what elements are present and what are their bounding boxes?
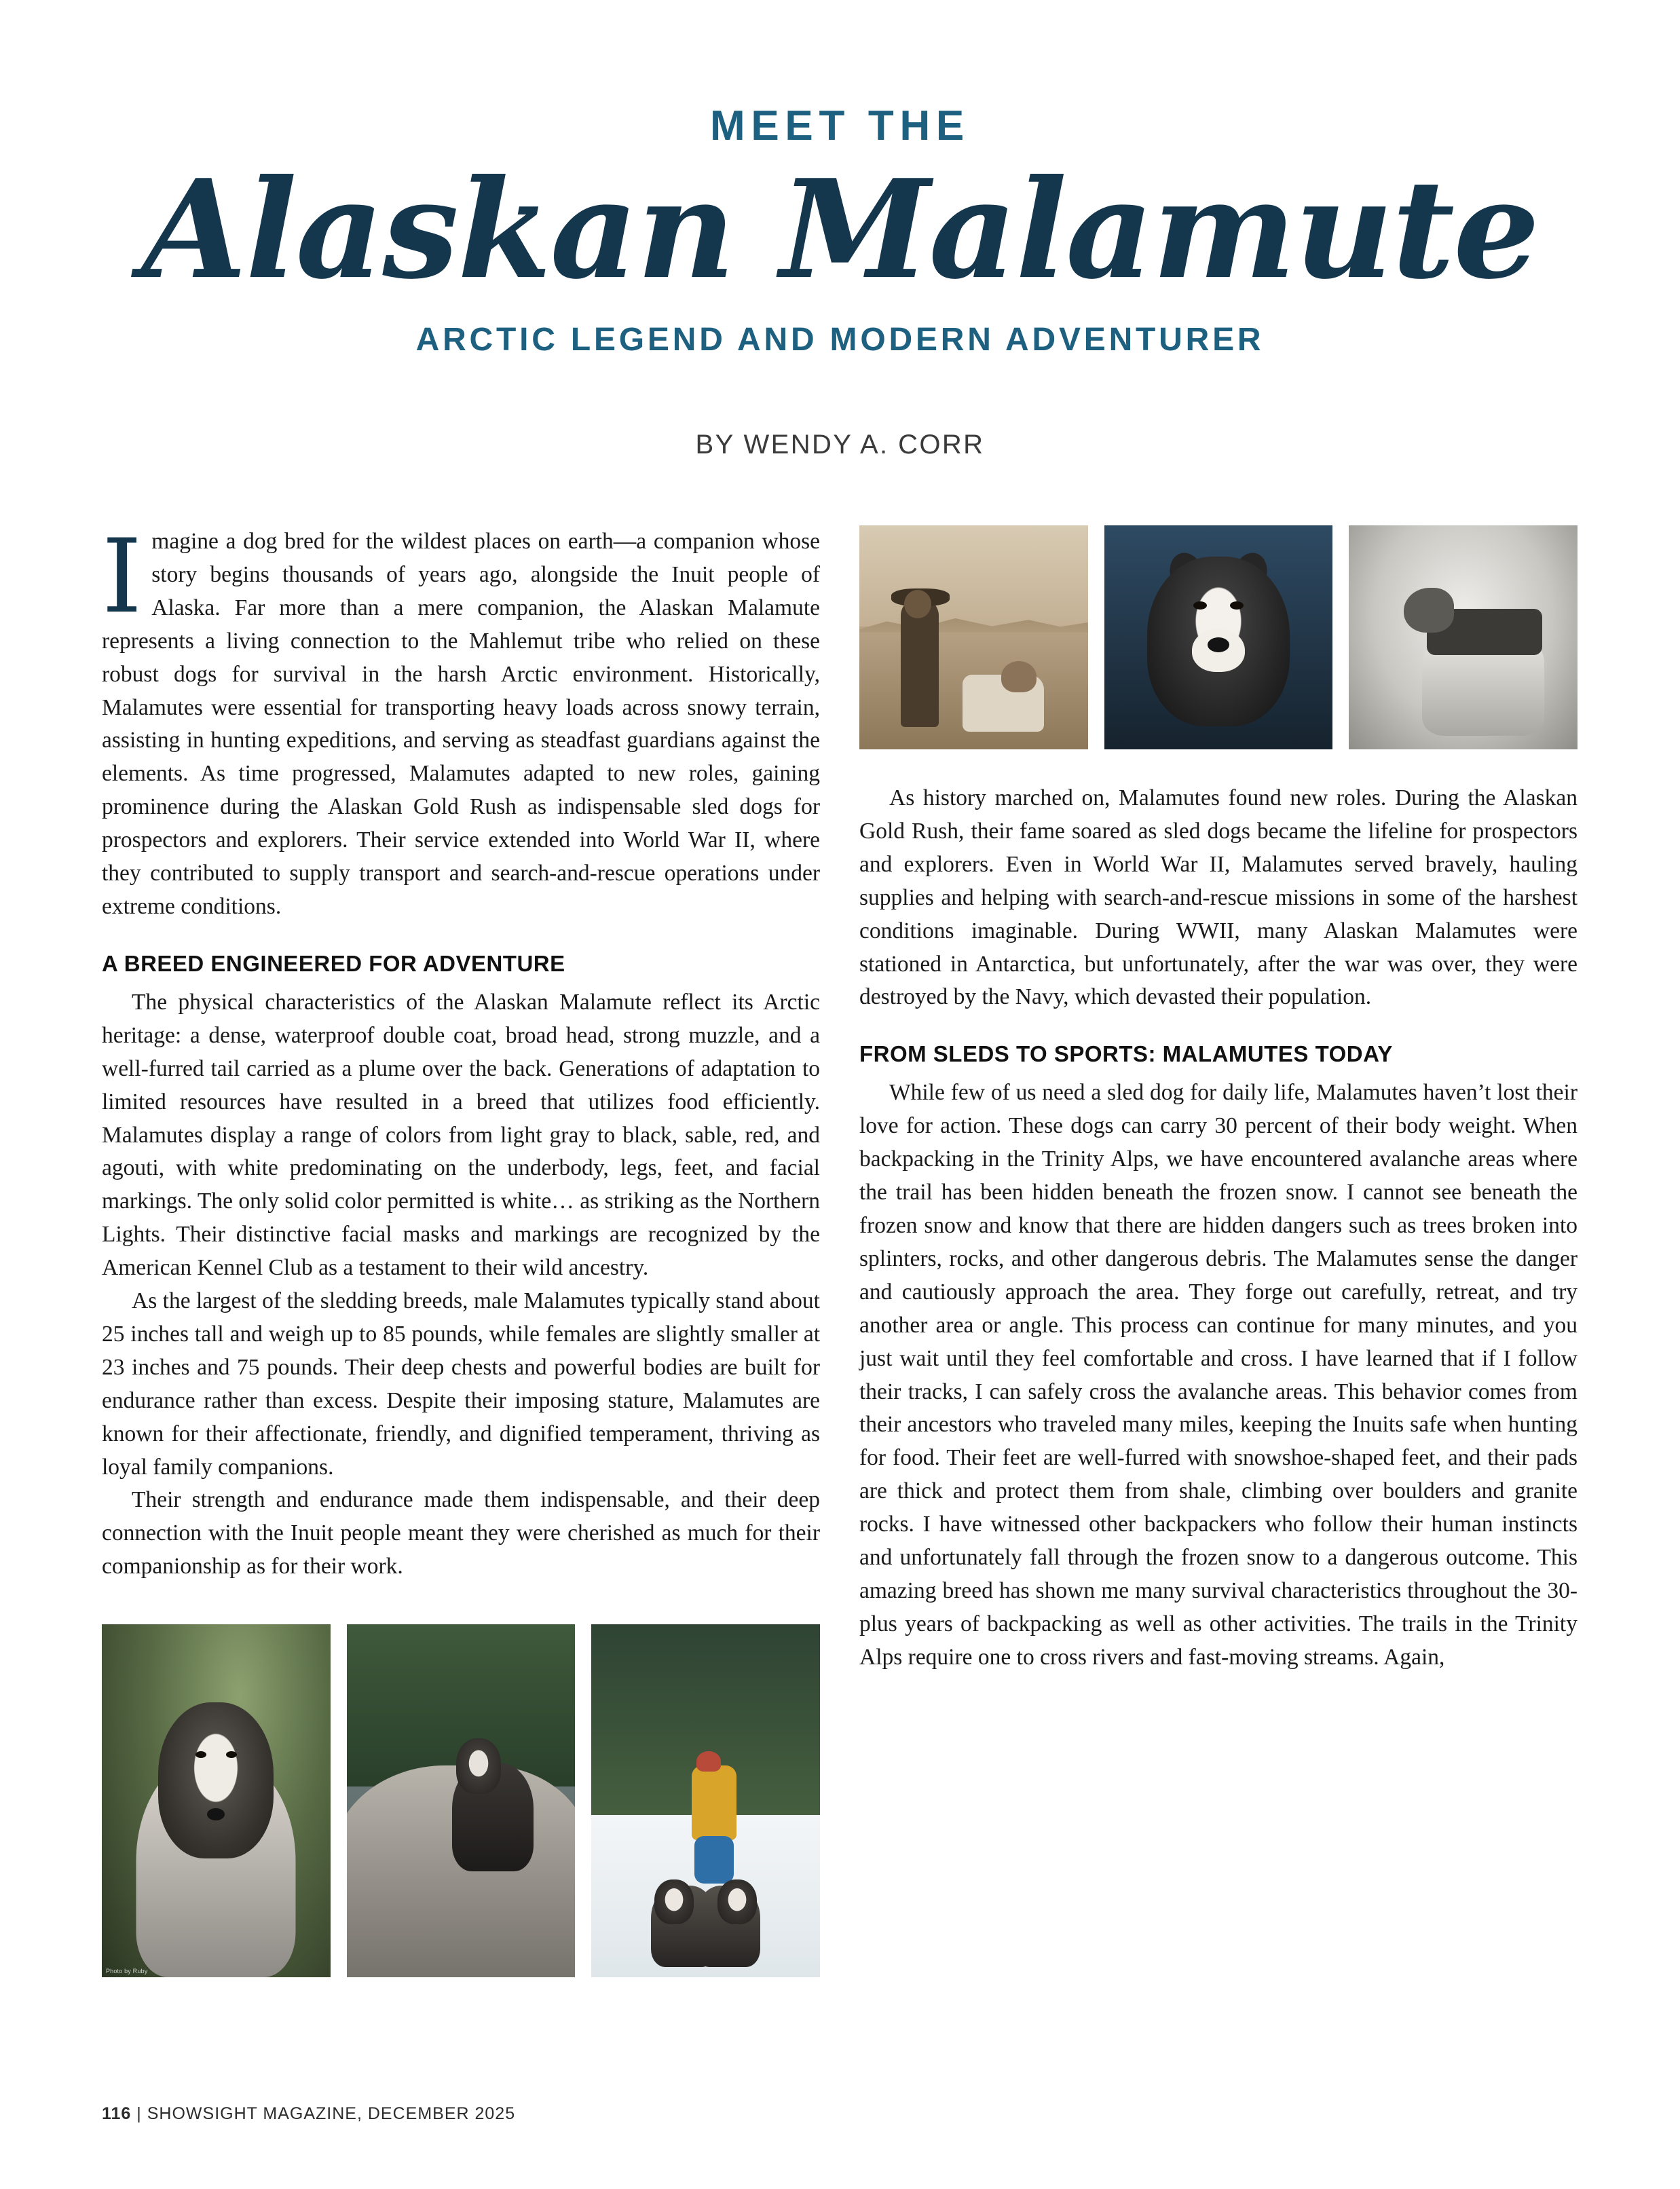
left-column: [102, 518, 820, 1977]
kicker-meet-the: MEET THE: [710, 102, 970, 149]
malamute-head-portrait-color: [1104, 525, 1333, 749]
page-footer: [102, 2104, 515, 2124]
byline: BY WENDY A. CORR: [695, 430, 985, 460]
footer-page-number: 116: [102, 2104, 132, 2123]
photo-strip-bottom: [102, 1624, 820, 1977]
paragraph: Their strength and endurance made them indispensable, and their deep connection with the Inuit people meant they were cherished as much for their companionship as for their work.: [102, 1487, 820, 1579]
sled-team-in-snow: [591, 1624, 820, 1977]
right-column: [859, 525, 1578, 1977]
malamute-sitting-on-boulder: [347, 1624, 576, 1977]
paragraph: As history marched on, Malamutes found new roles. During the Alaskan Gold Rush, their fame soared as sled dogs became the lifeline for prospectors and explorers. Even in World War II, Malamutes served bravely, hauling supplies and helping with search-and-rescue missions in some of the harshest conditions imaginable. During WWII, many Alaskan Malamutes were stationed in Antarctica, but unfortunately, after the war was over, they were destroyed by the Navy, which devasted their population.: [859, 785, 1578, 1010]
section-heading-breed: A BREED ENGINEERED FOR ADVENTURE: [102, 950, 565, 976]
malamute-portrait-outdoors: [102, 1624, 331, 1977]
paragraph: As the largest of the sledding breeds, male Malamutes typically stand about 25 inches tall and weigh up to 85 pounds, while females are slightly smaller at 23 inches and 75 pounds. Their deep chests and powerful bodies are built for endurance rather than excess. Despite their imposing stature, Malamutes are known for their affectionate, friendly, and dignified temperament, thriving as loyal family companions.: [102, 1288, 820, 1480]
subtitle: ARCTIC LEGEND AND MODERN ADVENTURER: [415, 322, 1265, 358]
photo-credit: Photo by Ruby: [106, 1968, 148, 1975]
article-columns: [102, 518, 1578, 1977]
paragraph: The physical characteristics of the Alaskan Malamute reflect its Arctic heritage: a dense, waterproof double coat, broad head, strong muzzle, and a well-furred tail carried as a plume over the back. Generations of adaptation to limited resources have resulted in a breed that utilizes food efficiently. Malamutes display a range of colors from light gray to black, sable, red, and agouti, with white predominating on the underbody, legs, feet, and facial markings. The only solid color permitted is white… as striking as the Northern Lights. Their distinctive facial masks and markings are recognized by the American Kennel Club as a testament to their wild ancestry.: [102, 989, 820, 1281]
photo-strip-top: [859, 525, 1578, 749]
lead-paragraph: Imagine a dog bred for the wildest places on earth—a companion whose story begins thousands of years ago, alongside the Inuit people of Alaska. Far more than a mere companion, the Alaskan Malamute represents a living connection to the Mahlemut tribe who relied on these robust dogs for survival in the harsh Arctic environment. Historically, Malamutes were essential for transporting heavy loads across snowy terrain, assisting in hunting expeditions, and serving as steadfast guardians against the elements. As time progressed, Malamutes adapted to new roles, gaining prominence during the Alaskan Gold Rush as indispensable sled dogs for prospectors and explorers. Their service extended into World War II, where they contributed to supply transport and search-and-rescue operations under extreme conditions.: [102, 518, 820, 919]
page-title: Alaskan Malamute: [141, 150, 1539, 310]
footer-publication: SHOWSIGHT MAGAZINE, DECEMBER 2025: [147, 2104, 516, 2123]
historic-bw-packing-malamute: [1349, 525, 1578, 749]
footer-separator: |: [136, 2104, 142, 2123]
historic-sepia-prospector-with-dog: [859, 525, 1088, 749]
section-heading-today: FROM SLEDS TO SPORTS: MALAMUTES TODAY: [859, 1041, 1393, 1067]
paragraph: While few of us need a sled dog for daily life, Malamutes haven’t lost their love for action. These dogs can carry 30 percent of their body weight. When backpacking in the Trinity Alps, we have encountered avalanche areas where the trail has been hidden beneath the frozen snow. I cannot see beneath the frozen snow and know that there are hidden dangers such as trees broken into splinters, rocks, and other dangerous debris. The Malamutes sense the danger and cautiously approach the area. They forge out carefully, retreat, and try another area or angle. This process can continue for many minutes, and you just wait until they feel comfortable and cross. I have learned that if I follow their tracks, I can safely cross the avalanche areas. This behavior comes from their ancestors who traveled many miles, keeping the Inuits safe when hunting for food. Their feet are well-furred with snowshoe-shaped feet, and their pads are thick and protect them from shale, climbing over boulders and granite rocks. I have witnessed other backpackers who follow their human instincts and unfortunately fall through the frozen snow to a dangerous outcome. This amazing breed has shown me many survival characteristics throughout the 30-plus years of backpacking as well as other activities. The trails in the Trinity Alps require one to cross rivers and fast-moving streams. Again,: [859, 1080, 1578, 1670]
masthead: [102, 0, 1578, 460]
